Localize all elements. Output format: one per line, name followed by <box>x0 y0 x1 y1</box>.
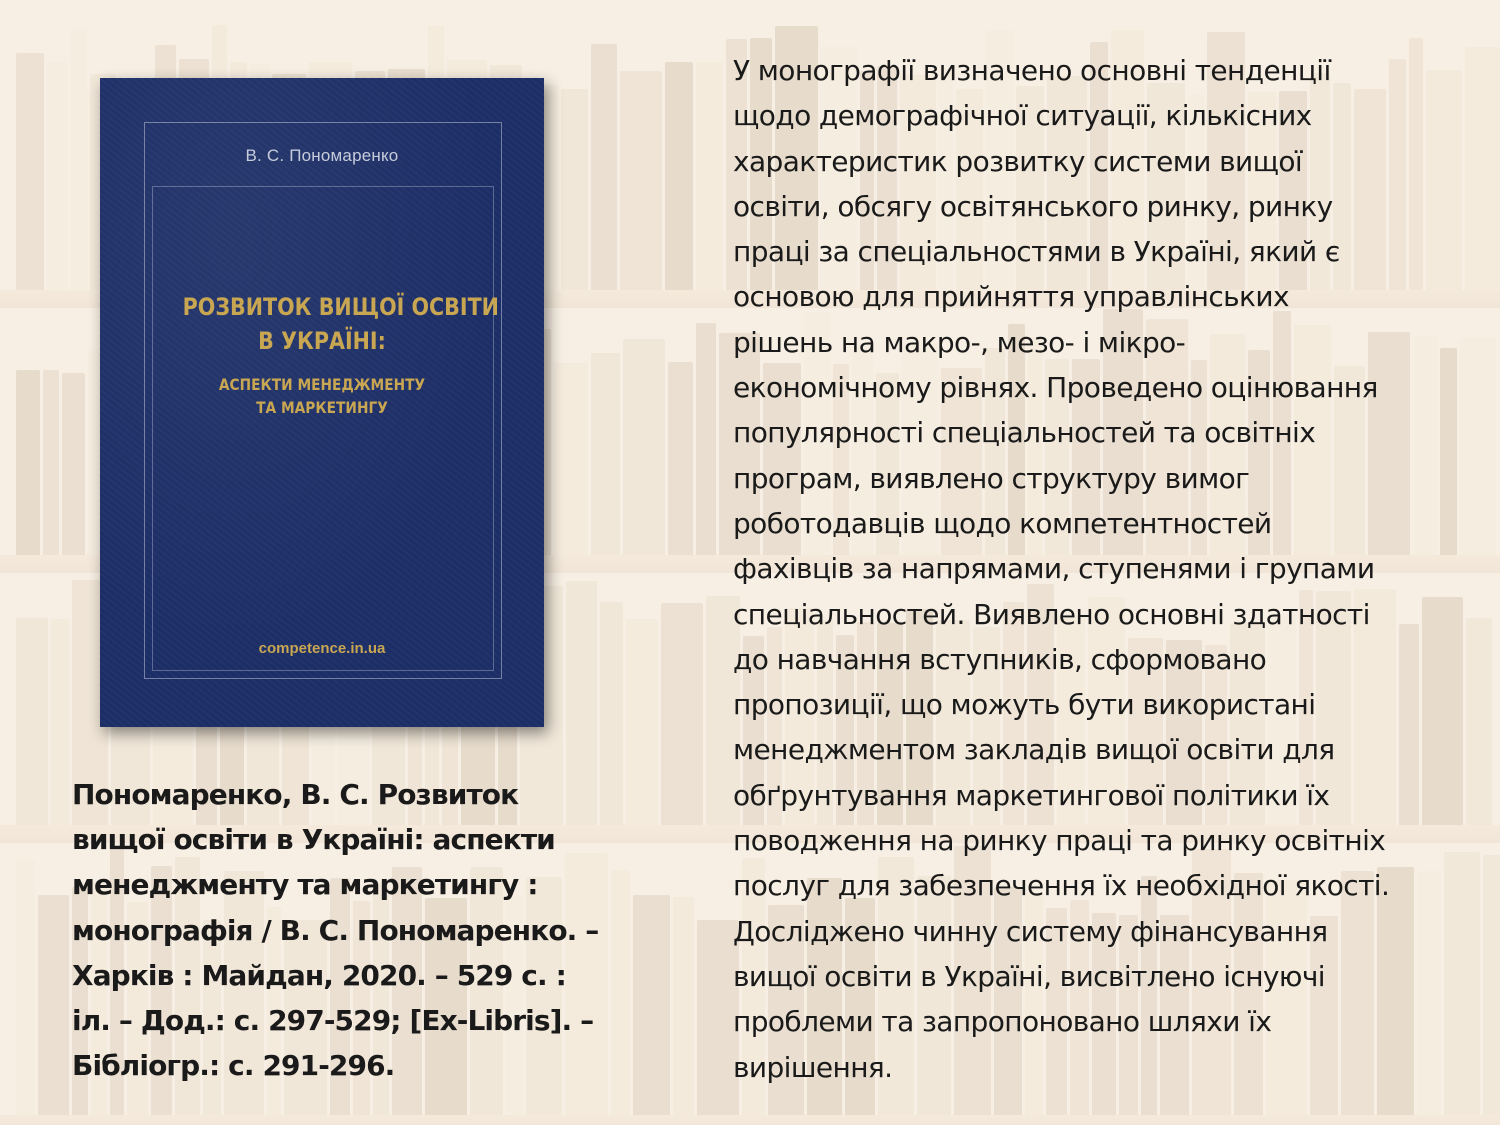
description-line: рішень на макро-, мезо- і мікро- <box>733 325 1186 359</box>
citation-line: Пономаренко, В. С. Розвиток <box>72 778 519 811</box>
description-line: фахівців за напрямами, ступенями і групами <box>733 552 1375 586</box>
cover-subtitle <box>183 373 462 419</box>
description-line: основою для прийняття управлінських <box>733 280 1289 314</box>
description-line: характеристик розвитку системи вищої <box>733 144 1303 178</box>
description-line: У монографії визначено основні тенденції <box>733 54 1331 87</box>
description-line: вирішення. <box>733 1050 893 1084</box>
description-line: роботодавців щодо компетентностей <box>733 506 1272 540</box>
citation-line: менеджменту та маркетингу : <box>72 868 538 902</box>
description-line: вищої освіти в Україні, висвітлено існуючі <box>733 959 1325 993</box>
description-line: Досліджено чинну систему фінансування <box>733 914 1328 948</box>
cover-inner-frame <box>152 186 499 671</box>
description-line: до навчання вступників, сформовано <box>733 642 1267 676</box>
book-description <box>733 48 1493 1090</box>
citation-line: Харків : Майдан, 2020. – 529 с. : <box>72 958 566 992</box>
book-cover-image <box>100 78 544 727</box>
description-line: проблеми та запропоновано шляхи їх <box>733 1005 1272 1039</box>
cover-title-line: В УКРАЇНІ: <box>258 327 386 355</box>
description-line: спеціальностей. Виявлено основні здатності <box>733 597 1370 631</box>
citation-line: вищої освіти в Україні: аспекти <box>72 823 555 857</box>
citation-line: іл. – Дод.: с. 297-529; [Ex-Libris]. – <box>72 1004 594 1038</box>
bibliographic-citation <box>72 772 672 1088</box>
description-line: щодо демографічної ситуації, кількісних <box>733 99 1312 133</box>
description-line: економічному рівнях. Проведено оцінювання <box>733 371 1378 405</box>
cover-author: В. С. Пономаренко <box>245 146 399 165</box>
description-line: поводження на ринку праці та ринку освітніх <box>733 824 1386 858</box>
cover-title <box>182 290 499 358</box>
cover-subtitle-line: АСПЕКТИ МЕНЕДЖМЕНТУ <box>218 375 426 394</box>
citation-line: монографія / В. С. Пономаренко. – <box>72 913 599 947</box>
description-line: праці за спеціальностями в Україні, який є <box>733 235 1340 269</box>
cover-title-line: РОЗВИТОК ВИЩОЇ ОСВІТИ <box>182 293 499 321</box>
description-line: програм, виявлено структуру вимог <box>733 461 1250 495</box>
cover-subtitle-line: ТА МАРКЕТИНГУ <box>256 398 388 417</box>
description-line: освіти, обсягу освітянського ринку, ринку <box>733 189 1333 223</box>
citation-line: Бібліогр.: с. 291-296. <box>72 1049 395 1083</box>
description-line: менеджментом закладів вищої освіти для <box>733 733 1335 767</box>
description-line: послуг для забезпечення їх необхідної якості. <box>733 869 1390 903</box>
cover-website: competence.in.ua <box>258 640 386 657</box>
description-line: популярності спеціальностей та освітніх <box>733 416 1316 450</box>
description-line: обґрунтування маркетингової політики їх <box>733 778 1330 812</box>
description-line: пропозиції, що можуть бути використані <box>733 688 1316 722</box>
